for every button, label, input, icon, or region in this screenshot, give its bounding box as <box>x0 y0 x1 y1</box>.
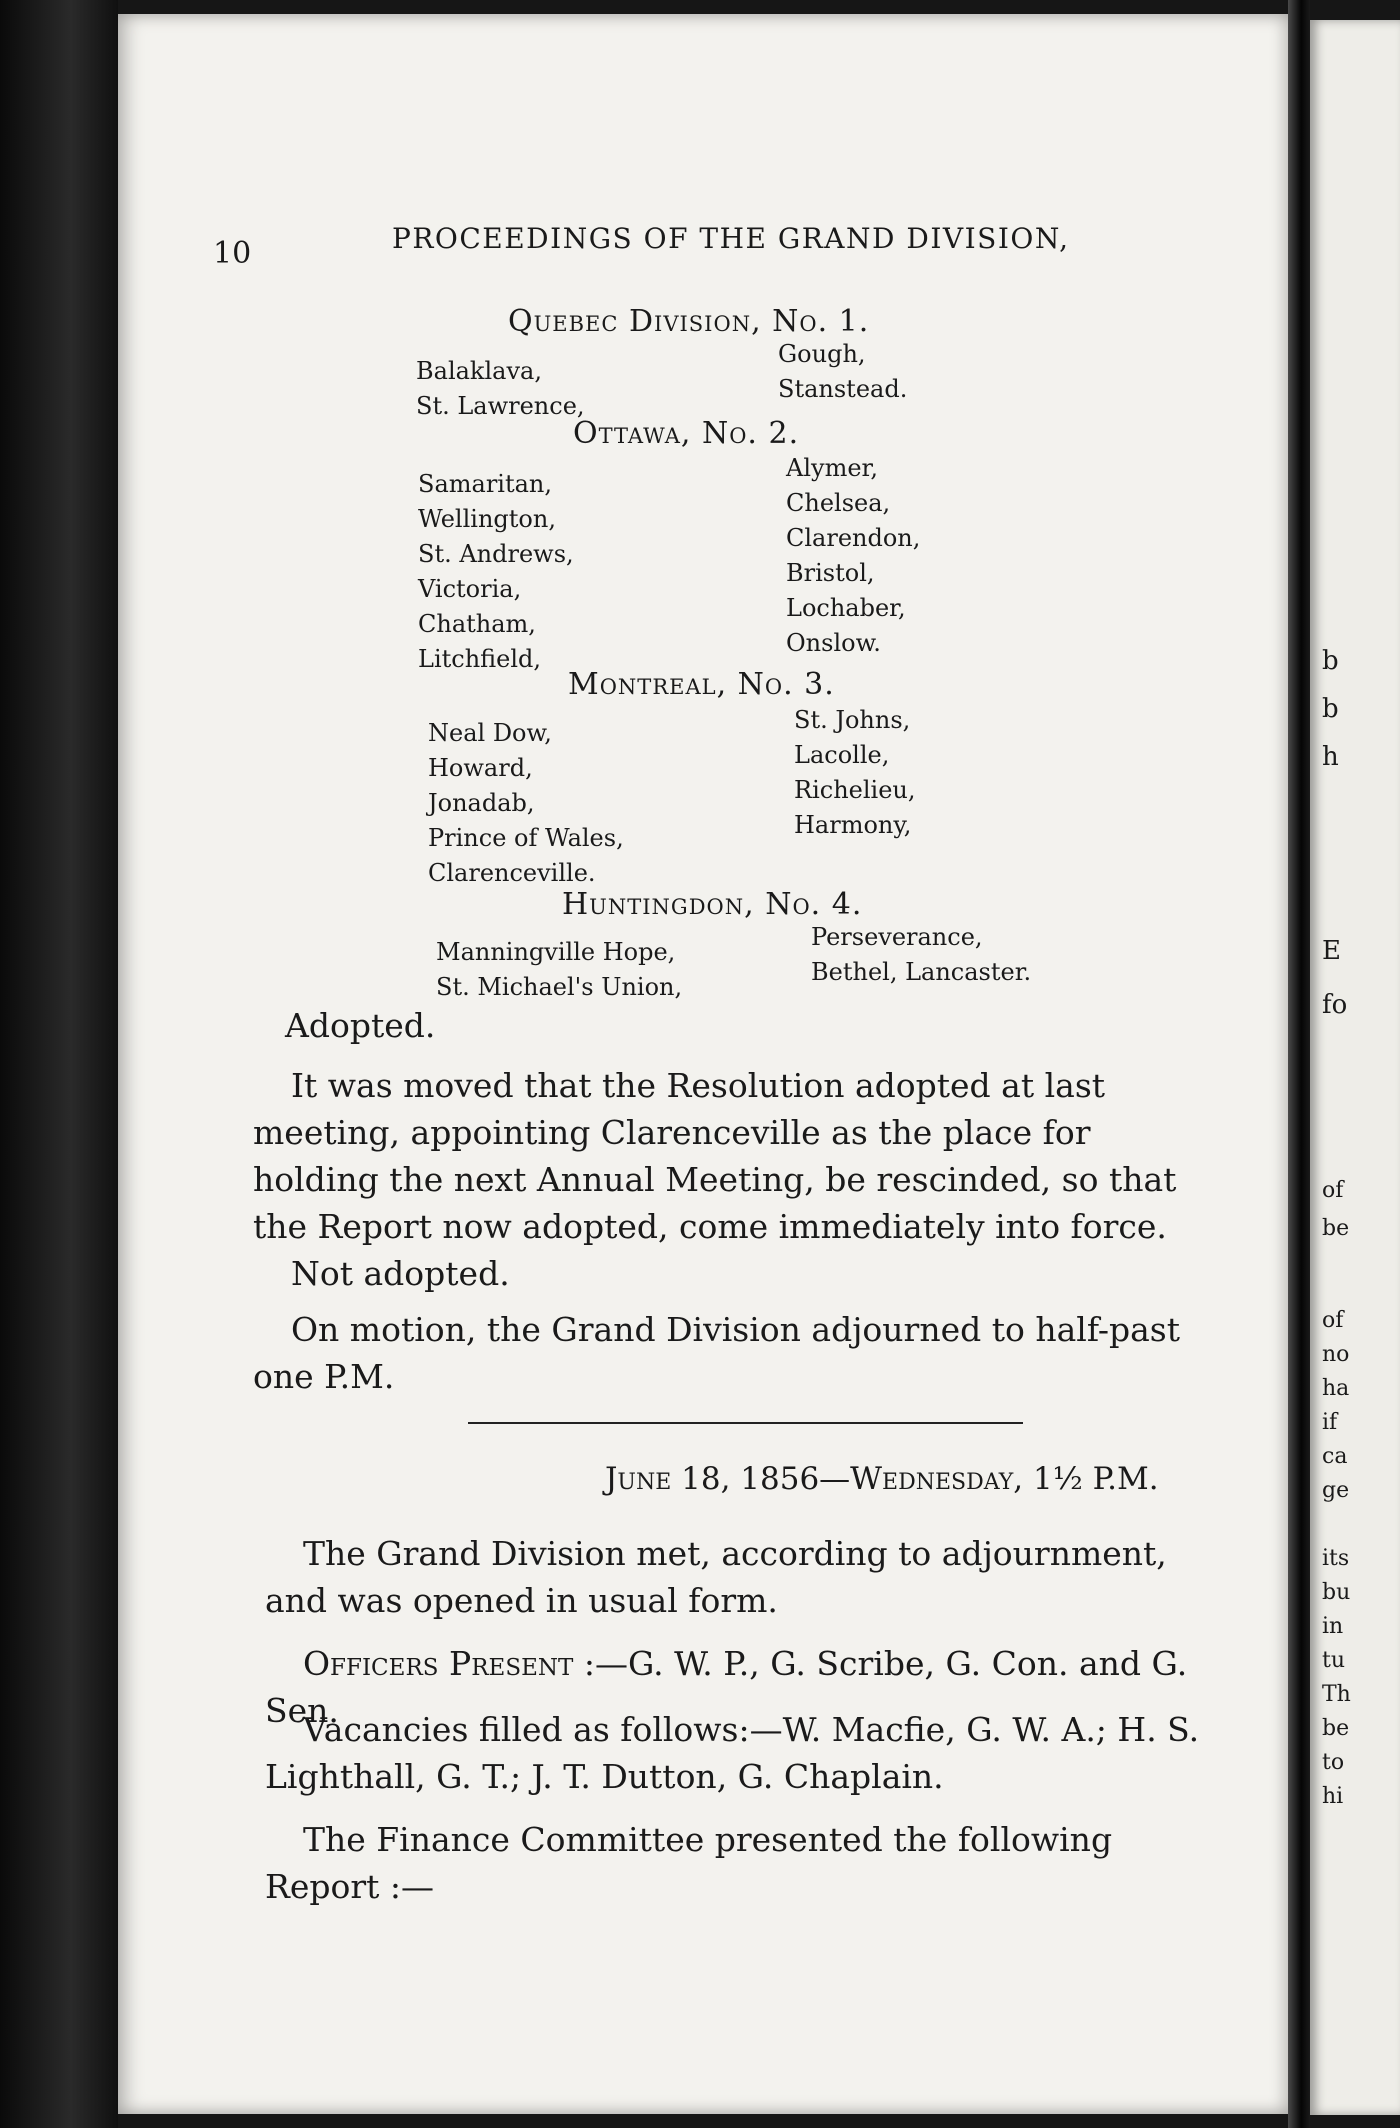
division-heading-quebec: Quebec Division, No. 1. <box>508 304 870 339</box>
fragment: tu <box>1322 1648 1346 1673</box>
fragment: be <box>1322 1216 1350 1241</box>
list-item: Gough, <box>778 340 866 368</box>
fragment: h <box>1322 742 1339 772</box>
fragment: bu <box>1322 1580 1351 1605</box>
finance-text: The Finance Committee presented the following Report :— <box>265 1820 1113 1906</box>
officers-label: Officers Present <box>303 1644 574 1683</box>
list-item: Balaklava, <box>416 357 542 385</box>
list-item: Jonadab, <box>428 789 535 817</box>
fragment: hi <box>1322 1784 1344 1809</box>
fragment: be <box>1322 1716 1350 1741</box>
paragraph-met <box>265 1530 1220 1624</box>
adopted-text: Adopted. <box>285 1006 436 1045</box>
paragraph-adopted <box>285 1002 1185 1049</box>
list-item: St. Lawrence, <box>416 392 585 420</box>
fragment: ca <box>1322 1444 1348 1469</box>
list-item: Clarenceville. <box>428 859 596 887</box>
division-list-quebec-right <box>778 337 907 407</box>
fragment: to <box>1322 1750 1345 1775</box>
list-item: Clarendon, <box>786 524 921 552</box>
division-list-huntingdon-left <box>436 935 682 1005</box>
running-head: PROCEEDINGS OF THE GRAND DIVISION, <box>392 222 1070 255</box>
paragraph-adjourn <box>253 1306 1208 1400</box>
list-item: Chatham, <box>418 610 536 638</box>
list-item: Lacolle, <box>794 741 890 769</box>
list-item: Harmony, <box>794 811 912 839</box>
page-number: 10 <box>213 236 252 271</box>
division-heading-huntingdon: Huntingdon, No. 4. <box>562 887 863 922</box>
fragment: if <box>1322 1410 1338 1435</box>
list-item: Prince of Wales, <box>428 824 624 852</box>
paragraph-vacancies <box>265 1706 1220 1800</box>
met-text: The Grand Division met, according to adjournment, and was opened in usual form. <box>265 1534 1167 1620</box>
list-item: Bristol, <box>786 559 875 587</box>
fragment: b <box>1322 694 1339 724</box>
division-list-ottawa-left <box>418 467 574 677</box>
officers-text: :—G. W. P., G. Scribe, G. Con. and G. Sen. <box>265 1644 1188 1730</box>
paragraph-finance <box>265 1816 1220 1910</box>
division-heading-montreal: Montreal, No. 3. <box>568 667 835 702</box>
scan-left-border <box>0 0 118 2128</box>
paragraph-motion <box>253 1062 1208 1250</box>
vacancies-text: Vacancies filled as follows:—W. Macfie, G. W. A.; H. S. Lighthall, G. T.; J. T. Dutton, G. Chaplain. <box>265 1710 1200 1796</box>
fragment: of <box>1322 1178 1344 1203</box>
list-item: Onslow. <box>786 629 881 657</box>
list-item: St. Michael's Union, <box>436 973 683 1001</box>
fragment: b <box>1322 646 1339 676</box>
adjacent-page-edge <box>1310 20 1400 2115</box>
list-item: Manningville Hope, <box>436 938 676 966</box>
not-adopted-text: Not adopted. <box>291 1254 510 1293</box>
date-line: June 18, 1856—Wednesday, 1½ P.M. <box>605 1461 1159 1497</box>
list-item: Wellington, <box>418 505 556 533</box>
fragment: fo <box>1322 990 1348 1020</box>
list-item: Samaritan, <box>418 470 553 498</box>
motion-text: It was moved that the Resolution adopted at last meeting, appointing Clarenceville as the place for holding the next Annual Meeting, be rescinded, so that the Report now adopted, come immediately into force. <box>253 1066 1177 1246</box>
fragment: its <box>1322 1546 1350 1571</box>
division-list-montreal-left <box>428 716 624 891</box>
division-list-quebec-left <box>416 354 585 424</box>
fragment: no <box>1322 1342 1350 1367</box>
book-gutter <box>1288 0 1310 2128</box>
list-item: Perseverance, <box>811 923 983 951</box>
list-item: Bethel, Lancaster. <box>811 958 1032 986</box>
list-item: St. Johns, <box>794 706 911 734</box>
paragraph-not-adopted <box>253 1250 1208 1297</box>
list-item: Victoria, <box>418 575 522 603</box>
list-item: Stanstead. <box>778 375 908 403</box>
fragment: of <box>1322 1308 1344 1333</box>
division-list-huntingdon-right <box>811 920 1031 990</box>
list-item: Neal Dow, <box>428 719 552 747</box>
section-divider <box>468 1422 1023 1424</box>
fragment: ge <box>1322 1478 1350 1503</box>
list-item: St. Andrews, <box>418 540 574 568</box>
list-item: Chelsea, <box>786 489 891 517</box>
fragment: ha <box>1322 1376 1350 1401</box>
fragment: E <box>1322 936 1341 966</box>
list-item: Howard, <box>428 754 533 782</box>
list-item: Lochaber, <box>786 594 906 622</box>
division-heading-ottawa: Ottawa, No. 2. <box>573 416 800 451</box>
fragment: Th <box>1322 1682 1351 1707</box>
list-item: Litchfield, <box>418 645 542 673</box>
list-item: Richelieu, <box>794 776 916 804</box>
adjourn-text: On motion, the Grand Division adjourned to half-past one P.M. <box>253 1310 1181 1396</box>
division-list-montreal-right <box>794 703 916 843</box>
fragment: in <box>1322 1614 1344 1639</box>
list-item: Alymer, <box>786 454 878 482</box>
division-list-ottawa-right <box>786 451 920 661</box>
